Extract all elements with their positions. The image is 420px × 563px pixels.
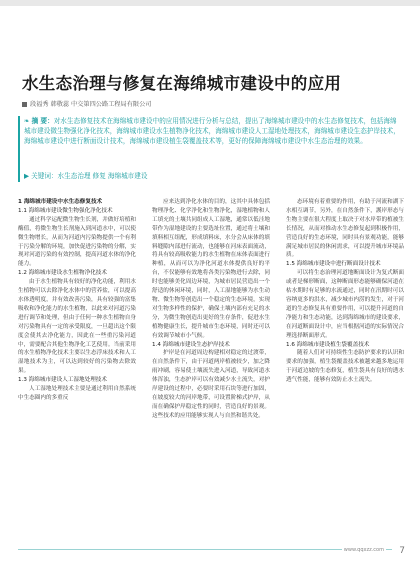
keywords-label: 关键词： bbox=[31, 172, 58, 180]
body-paragraph: 通过科学运配微生物生长剂，并做好培植和酶值，将微生物生长剂施入到河道水中，可以使微生物增长，从而为河道内污染物提供一个有利于污染分解的环境，加快促进污染物的分解，实现对河道污染的有效控制，提高河道水体的净化能力。 bbox=[18, 216, 136, 268]
footer-url: www.qqxzz.com bbox=[343, 547, 384, 553]
footer-rule bbox=[18, 549, 392, 550]
page-number: 7 bbox=[396, 546, 408, 556]
column-1 bbox=[18, 198, 136, 533]
abstract-label: 摘 要： bbox=[31, 117, 54, 125]
body-paragraph: 护岸是在河道周边构建相对稳定的过渡带，在自然条件下，由于河道两岸植被较少，加之降雨冲刷，容易使土壤流失进入河道，导致河道水体浑浊，生态护岸可以有效减少水土流失，对护岸建设的过程中，必要时采用石块等进行加固，在坡度较大的河岸地带，可设置阶梯式护岸，从而在确保护岸稳定性的同时，营造良好的景观。这些技术的应用能够实现人与自然和谐共处。 bbox=[152, 350, 270, 419]
square-bullet-icon bbox=[22, 102, 27, 107]
body-columns bbox=[18, 198, 404, 533]
article-title: 水生态治理与修复在海绵城市建设中的应用 bbox=[22, 74, 342, 93]
top-rule bbox=[0, 0, 420, 6]
authors-line bbox=[22, 99, 152, 108]
section-heading: 1.3 海绵城市建设人工湿地处理技术 bbox=[18, 377, 107, 384]
section-heading: 1.2 海绵城市建设水生植物净化技术 bbox=[18, 270, 107, 277]
column-3 bbox=[286, 198, 404, 533]
section-heading: 1.1 海绵城市建设微生物强化净化技术 bbox=[18, 207, 113, 214]
page-footer bbox=[0, 537, 420, 563]
section-heading: 1.5 海绵城市建设中进行断面设计技术 bbox=[286, 261, 381, 268]
authors-text: 段福秀 韩敬蕊 中交第四公路工程局有限公司 bbox=[30, 101, 152, 108]
keywords bbox=[24, 171, 402, 181]
leaf-icon: ❧ bbox=[24, 117, 32, 125]
abstract-box bbox=[18, 116, 404, 182]
body-paragraph: 人工湿地处理技术主要是通过利用自然系统中生态圈内的多重反 bbox=[18, 386, 136, 401]
body-paragraph: 可以将生态治理河道地断面设计为复式断面或者是梯形断面，这种断面形态能够确保河道在枯水期时有足够的水流通过，同时在汛期时可以容纳更多的洪水，减少城市内涝的发生，对于河道的生态修复具有重要作用，可以提升河道的自净能力和生态功能，达到海绵城市的建设要求，在河道断面设计中，应当根据河道的实际情况合理选择断面形式。 bbox=[286, 270, 404, 339]
column-2 bbox=[152, 198, 270, 533]
keywords-text: 水生态治理 修复 海绵城市建设 bbox=[57, 172, 148, 180]
abstract-accent-bar bbox=[18, 116, 20, 182]
body-paragraph: 由于水生植物具有较好的净化功能，利用水生植物可以去除净化水体中的营养盐，可以提高水体透明度，并有效改善污染，具有较强的富集吸收和净化能力的水生植物，以此来对河道污染进行调节和处理，但由于任何一种水生植物自身对污染物具有一定的承受限度，一旦超出这个限度会使其去净化能力，因此在一些重污染河道中，需要配合其他生物净化工艺使用。当前采用的水生植物净化技术主要以生态浮床技术和人工湿地技术为主，可以达到较好的污染物去除效果。 bbox=[18, 279, 136, 375]
section-heading: 1 海绵城市建设中水生态修复技术 bbox=[18, 199, 103, 205]
body-paragraph: 应来达到净化水体的目的，这其中具体包括物理净化、化学净化和生物净化，湿地植物和人工填充的土壤共同组成人工湿地，通常以低洼地带作为湿地建设的主要选址位置，通过将土壤和填料相互组配，形成填料床，水分会从床体的填料缝隙内部进行流动，也能够在河床表面流动，将具有较高吸收能力的水生植物在床体表面进行种植，从而可以为净化河道水体提供良好的平台，不仅能够有效地将各类污染物进行去除，同时也能够美化周边环境，为城市居民营造出一个舒适的休闲环境，同时，人工湿地能够为水生动物、微生物等创造出一个稳定的生态环境，实现对生物多样性的保护，确保土壤内部有充足的水分，为微生物创造出更好的生存条件，促进水生植物健康生长，提升城市生态环境，同时还可以有效调节城市小气候。 bbox=[152, 199, 270, 339]
section-heading: 1.6 海绵城市建设植生袋覆盖技术 bbox=[286, 341, 370, 348]
body-paragraph: 态环境有着重要的作用，有助于河流和湖下水相互调节，另外，在自然条件下，護岸形态与生物主要在很大程度上取决于对水岸带的植被生长情况，从而对推动水生态修复起到积极作用，营造良好的生态环境，同时具有景观功能，能够满足城市居民的休闲需求，可以提升城市环境品质。 bbox=[286, 199, 404, 259]
body-paragraph: 随着人们对可持续性生态防护要求的认识和要求的加强，植生袋覆盖技术被越来越多地运用于河道边坡的生态修复，植生袋具有良好的透水透气性能，能够有效防止水土流失。 bbox=[286, 350, 404, 384]
abstract bbox=[24, 116, 402, 146]
abstract-text: 对水生态修复技术在海绵城市建设中的应用情况进行分析与总结，提出了海绵城市建设中的水生态修复技术，包括海绵城市建设微生物强化净化技术，海绵城市建设水生植物净化技术，海绵城市建设人工湿地处理技术，海绵城市建设生态护岸技术，海绵城市建设中进行断面设计技术，海绵城市建设植生袋覆盖技术等，更好的保障海绵城市建设中水生态治理的效果。 bbox=[24, 117, 400, 145]
section-heading: 1.4 海绵城市建设生态护岸技术 bbox=[152, 341, 230, 348]
triangle-icon: ▶ bbox=[24, 172, 32, 180]
